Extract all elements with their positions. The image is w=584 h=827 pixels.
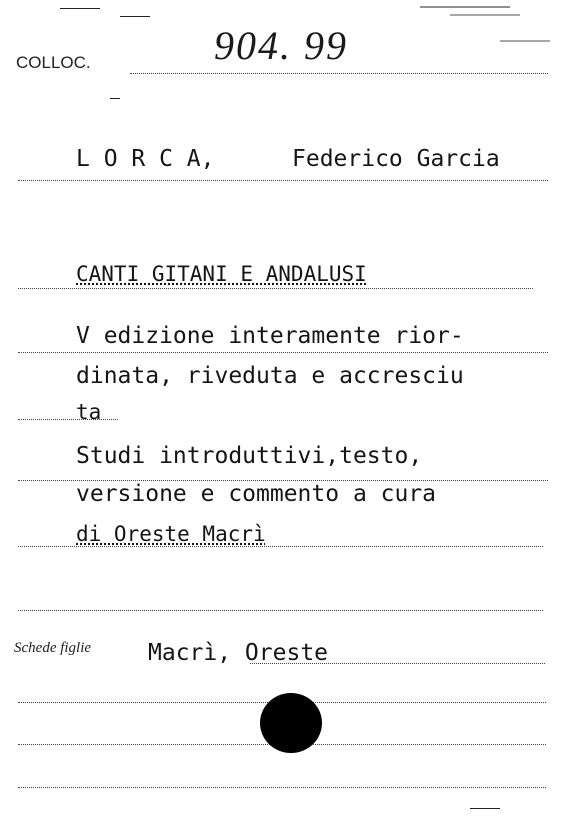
edition-line-3: ta [76,400,102,424]
author-surname: L O R C A, [76,146,215,172]
colloc-label: COLLOC. [16,53,91,72]
speck [420,6,510,8]
blank-dotted-line [18,610,543,611]
blank-dotted-line [18,787,546,788]
punch-hole [260,693,322,753]
speck [110,98,120,99]
speck [120,16,150,17]
speck [60,8,100,9]
notes-dotted-line [18,546,543,547]
speck [500,40,550,42]
edition-dotted-line [18,352,548,353]
speck [450,14,520,16]
child-cards-value: Macrì, Oreste [148,640,329,666]
title-dotted-line [18,288,533,289]
notes-line-3: di Oreste Macrì [76,522,266,546]
edition-dotted-line [18,419,118,420]
title: CANTI GITANI E ANDALUSI [76,262,367,286]
child-cards-dotted-line [250,663,545,664]
child-cards-label: Schede figlie [14,640,92,656]
notes-line-1: Studi introduttivi,testo, [76,443,423,469]
notes-line-2: versione e commento a cura [76,481,437,507]
edition-line-1: V edizione interamente rior- [76,323,464,349]
edition-line-2: dinata, riveduta e accresciu [76,363,464,389]
speck [470,808,500,809]
author-given-names: Federico Garcia [292,146,500,172]
colloc-dotted-line [130,73,548,74]
author-dotted-line [18,180,548,181]
colloc-value: 904. 99 [214,23,348,68]
